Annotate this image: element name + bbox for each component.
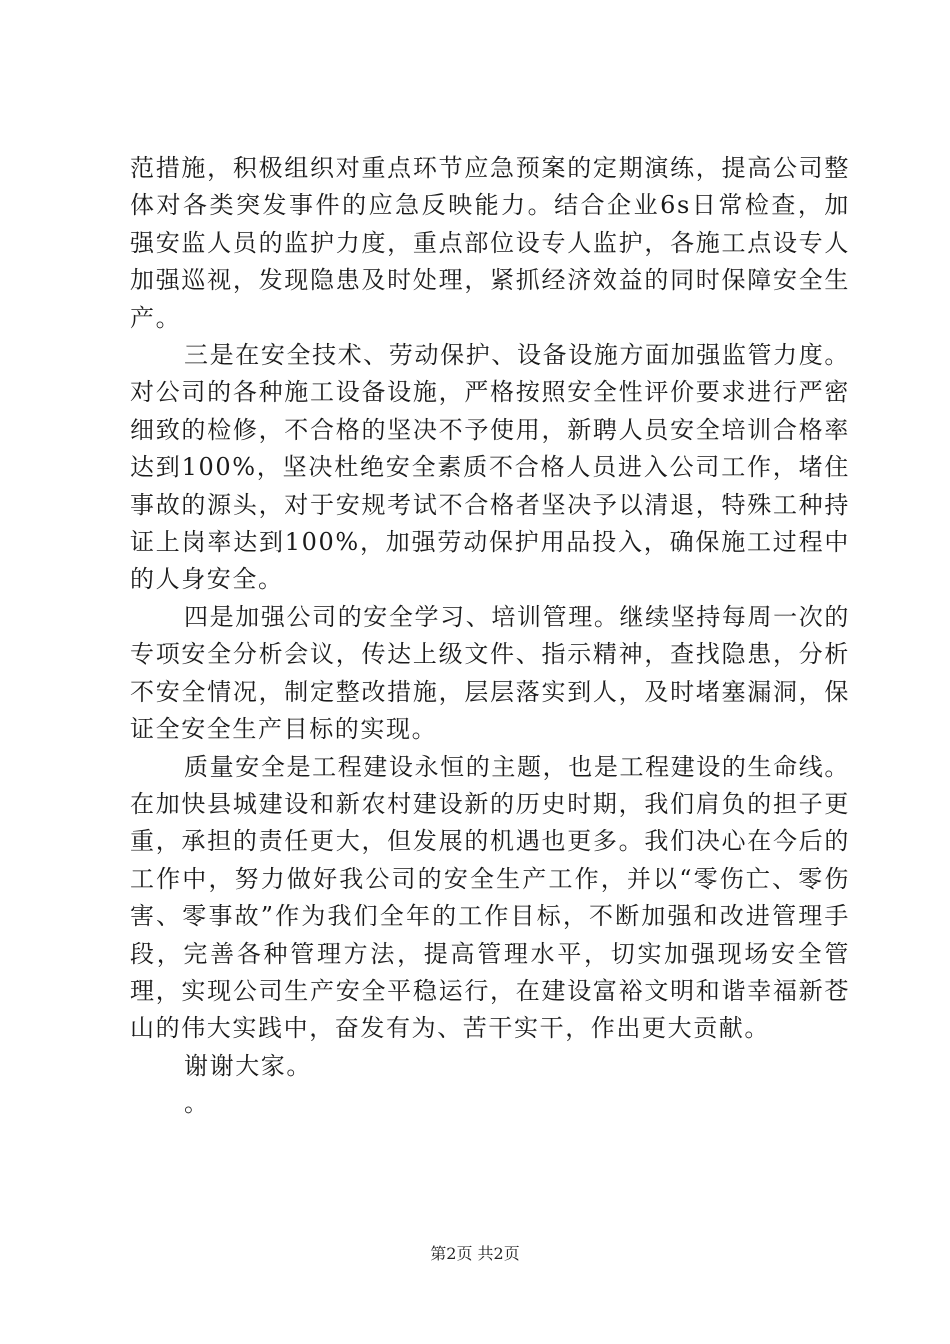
paragraph-2: 三是在安全技术、劳动保护、设备设施方面加强监管力度。对公司的各种施工设备设施，严格按照安全性评价要求进行严密细致的检修，不合格的坚决不予使用，新聘人员安全培训合格率达到100%，坚决杜绝安全素质不合格人员进入公司工作，堵住事故的源头，对于安规考试不合格者坚决予以清退，特殊工种持证上岗率达到100%，加强劳动保护用品投入，确保施工过程中的人身安全。 <box>130 341 850 594</box>
paragraph-3: 四是加强公司的安全学习、培训管理。继续坚持每周一次的专项安全分析会议，传达上级文件、指示精神，查找隐患，分析不安全情况，制定整改措施，层层落实到人，及时堵塞漏洞，保证全安全生产目标的实现。 <box>130 602 850 744</box>
paragraph-5: 谢谢大家。 <box>184 1051 312 1080</box>
paragraph-1: 范措施，积极组织对重点环节应急预案的定期演练，提高公司整体对各类突发事件的应急反映能力。结合企业6s日常检查，加强安监人员的监护力度，重点部位设专人监护，各施工点设专人加强巡视，发现隐患及时处理，紧抓经济效益的同时保障安全生产。 <box>130 154 850 332</box>
document-body <box>130 150 850 1123</box>
paragraph-6: 。 <box>184 1089 210 1118</box>
page-footer: 第2页 共2页 <box>430 1244 520 1263</box>
paragraph-4: 质量安全是工程建设永恒的主题，也是工程建设的生命线。在加快县城建设和新农村建设新的历史时期，我们肩负的担子更重，承担的责任更大，但发展的机遇也更多。我们决心在今后的工作中，努力做好我公司的安全生产工作，并以“零伤亡、零伤害、零事故”作为我们全年的工作目标，不断加强和改进管理手段，完善各种管理方法，提高管理水平，切实加强现场安全管理，实现公司生产安全平稳运行，在建设富裕文明和谐幸福新苍山的伟大实践中，奋发有为、苦干实干，作出更大贡献。 <box>130 752 850 1043</box>
